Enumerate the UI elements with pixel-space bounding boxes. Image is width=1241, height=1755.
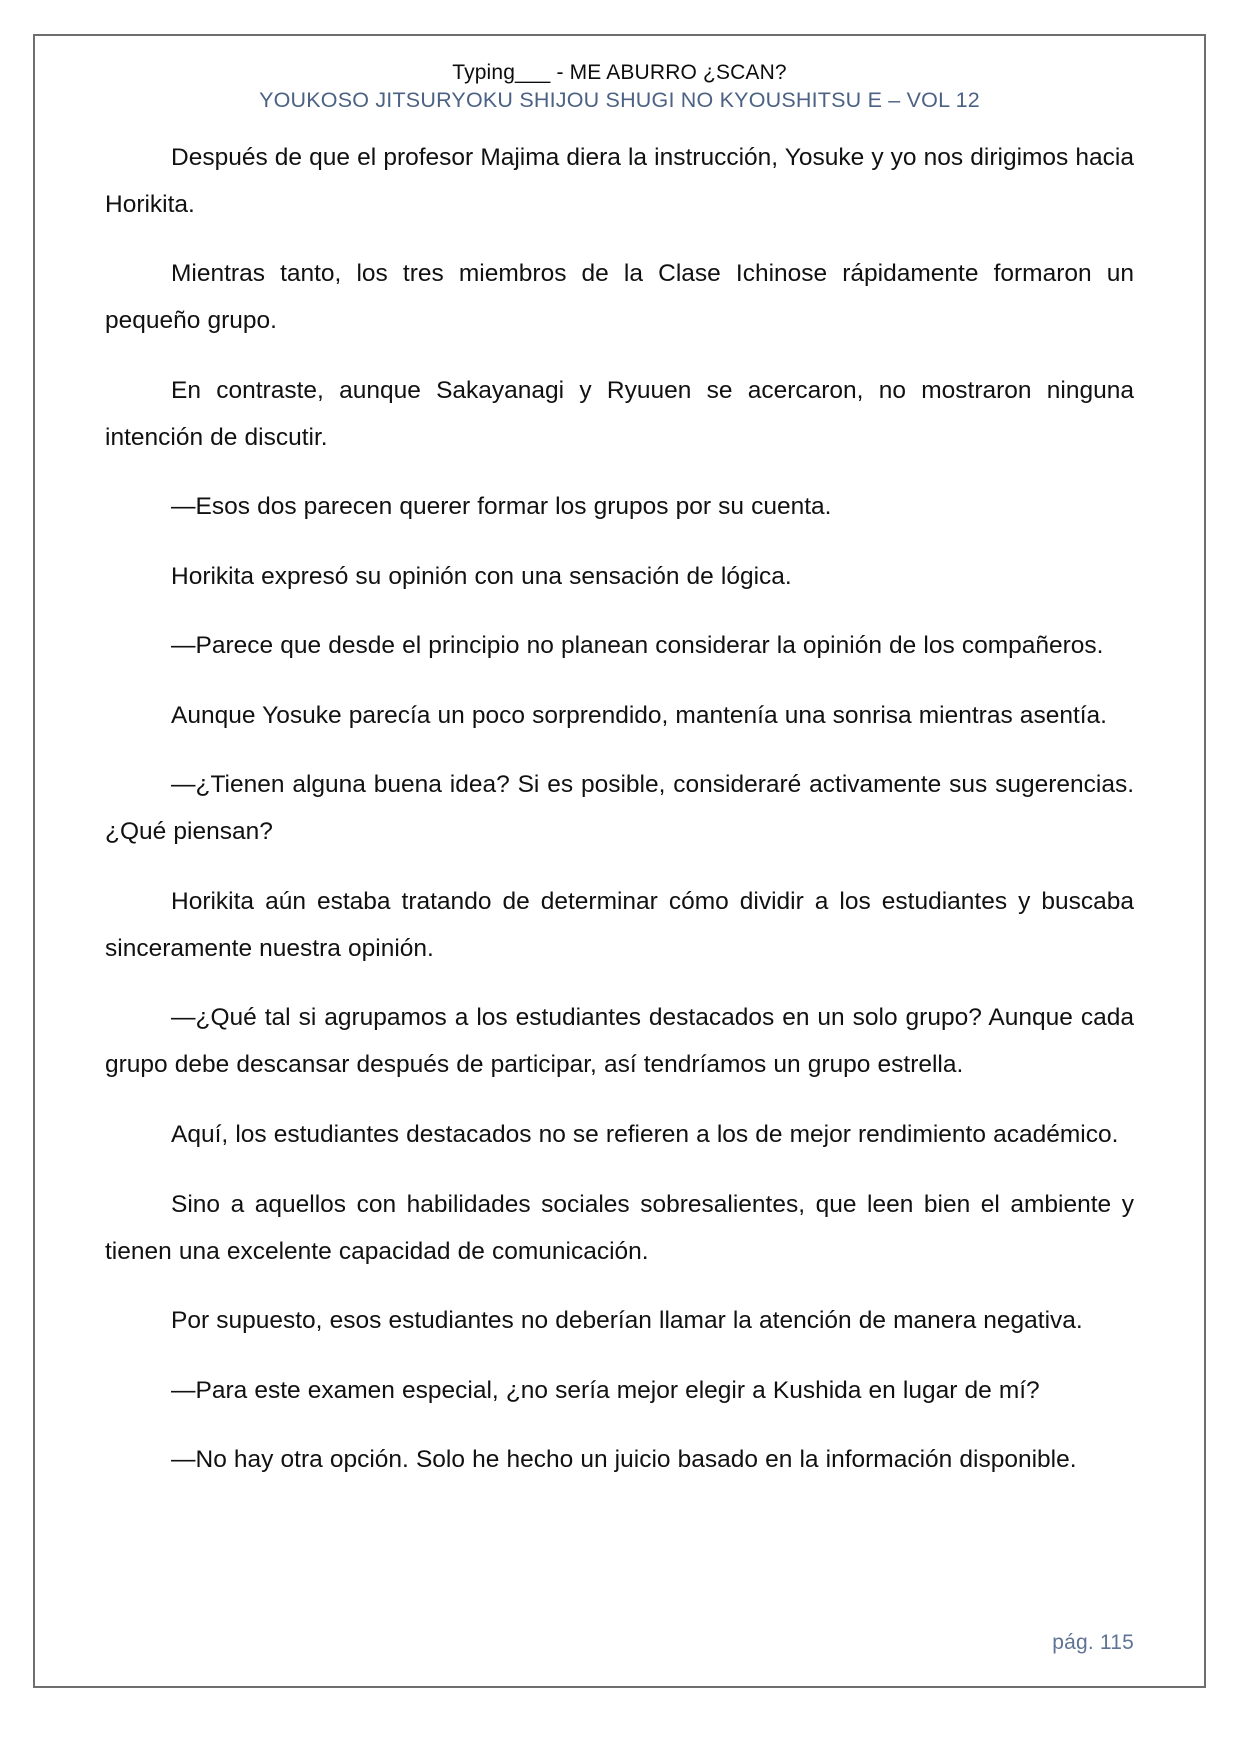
header-subtitle: YOUKOSO JITSURYOKU SHIJOU SHUGI NO KYOUSHITSU E – VOL 12	[259, 88, 980, 112]
paragraph: —No hay otra opción. Solo he hecho un juicio basado en la información disponible.	[171, 1446, 1077, 1474]
paragraph: —¿Qué tal si agrupamos a los estudiantes destacados en un solo grupo? Aunque cada grupo debe descansar después de participar, así tendríamos un grupo estrella.	[105, 1004, 1134, 1079]
paragraph: En contraste, aunque Sakayanagi y Ryuuen se acercaron, no mostraron ninguna intención de discutir.	[105, 376, 1134, 451]
body-text	[105, 134, 1134, 1484]
paragraph: Aunque Yosuke parecía un poco sorprendido, mantenía una sonrisa mientras asentía.	[171, 701, 1107, 729]
paragraph: —Para este examen especial, ¿no sería mejor elegir a Kushida en lugar de mí?	[171, 1376, 1040, 1404]
paragraph: Aquí, los estudiantes destacados no se refieren a los de mejor rendimiento académico.	[171, 1121, 1119, 1148]
page-header	[105, 62, 1134, 112]
paragraph: —Parece que desde el principio no planean considerar la opinión de los compañeros.	[171, 632, 1104, 660]
header-title: Typing___ - ME ABURRO ¿SCAN?	[452, 61, 787, 84]
page-number-footer: pág. 115	[1052, 1631, 1134, 1654]
document-page	[33, 34, 1206, 1688]
paragraph: —¿Tienen alguna buena idea? Si es posible, consideraré activamente sus sugerencias. ¿Qué piensan?	[105, 771, 1134, 846]
paragraph: —Esos dos parecen querer formar los grupos por su cuenta.	[171, 493, 832, 521]
paragraph: Después de que el profesor Majima diera la instrucción, Yosuke y yo nos dirigimos hacia Horikita.	[105, 143, 1134, 218]
page-content-area	[35, 36, 1204, 1686]
paragraph: Horikita expresó su opinión con una sensación de lógica.	[171, 562, 792, 590]
paragraph: Por supuesto, esos estudiantes no deberían llamar la atención de manera negativa.	[171, 1307, 1083, 1335]
paragraph: Horikita aún estaba tratando de determinar cómo dividir a los estudiantes y buscaba sinceramente nuestra opinión.	[105, 887, 1134, 962]
paragraph: Sino a aquellos con habilidades sociales sobresalientes, que leen bien el ambiente y tienen una excelente capacidad de comunicación.	[105, 1190, 1134, 1265]
paragraph: Mientras tanto, los tres miembros de la Clase Ichinose rápidamente formaron un pequeño grupo.	[105, 260, 1134, 335]
